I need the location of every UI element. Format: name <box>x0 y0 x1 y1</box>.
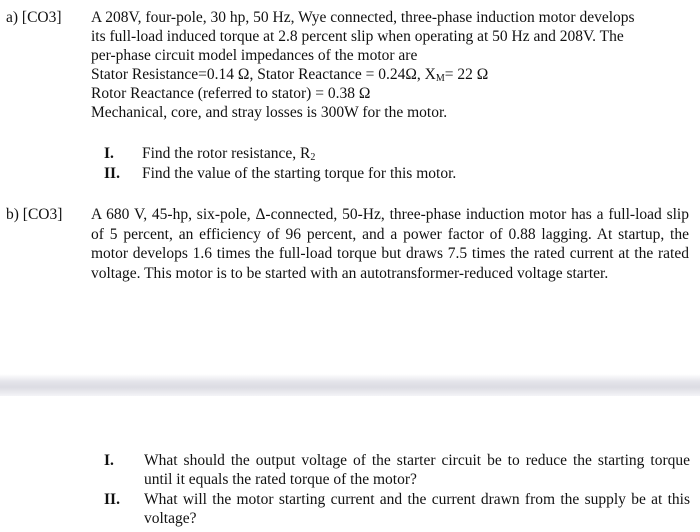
question-a-body <box>91 8 689 122</box>
question-a-line-4 <box>91 65 689 84</box>
question-a-line-3: per-phase circuit model impedances of the motor are <box>91 47 418 64</box>
impedance-values: Stator Resistance=0.14 Ω, Stator Reactance = 0.24Ω, X <box>91 66 436 83</box>
question-a-line-1: A 208V, four-pole, 30 hp, 50 Hz, Wye connected, three-phase induction motor develops <box>91 9 635 26</box>
question-b-text: A 680 V, 45-hp, six-pole, Δ-connected, 50-Hz, three-phase induction motor has a full-load slip of 5 percent, an efficiency of 96 percent, and a power factor of 0.88 lagging. At startup, the motor develops 1.6 times the full-load torque but draws 7.5 times the rated current at the rated voltage. This motor is to be started with an autotransformer-reduced voltage starter. <box>91 206 689 282</box>
subpart-text: What should the output voltage of the starter circuit be to reduce the starting torque until it equals the rated torque of the motor? <box>144 452 690 488</box>
question-b-label: b) [CO3] <box>6 206 63 223</box>
xm-subscript: M <box>435 73 445 84</box>
subpart-text: What will the motor starting current and the current drawn from the supply be at this voltage? <box>144 491 690 527</box>
question-a-subpart-1 <box>104 144 664 164</box>
r2-subscript: 2 <box>310 152 316 163</box>
subpart-number: I. <box>104 145 114 162</box>
subpart-text: Find the value of the starting torque for this motor. <box>142 165 457 182</box>
subpart-text: Find the rotor resistance, $R_2$ <box>142 145 316 163</box>
question-a-line-6: Mechanical, core, and stray losses is 300W for the motor. <box>91 104 448 121</box>
subpart-number: II. <box>104 165 120 182</box>
question-a-line-5: Rotor Reactance (referred to stator) = 0.38 Ω <box>91 85 371 102</box>
question-a-subpart-2 <box>104 164 664 184</box>
subpart-number: II. <box>104 491 120 508</box>
xm-value: = 22 Ω <box>444 66 489 83</box>
question-a-label: a) [CO3] <box>6 9 62 26</box>
question-a-line-2: its full-load induced torque at 2.8 percent slip when operating at 50 Hz and 208V. The <box>91 28 624 45</box>
subpart-number: I. <box>104 452 114 469</box>
section-divider <box>0 374 700 396</box>
